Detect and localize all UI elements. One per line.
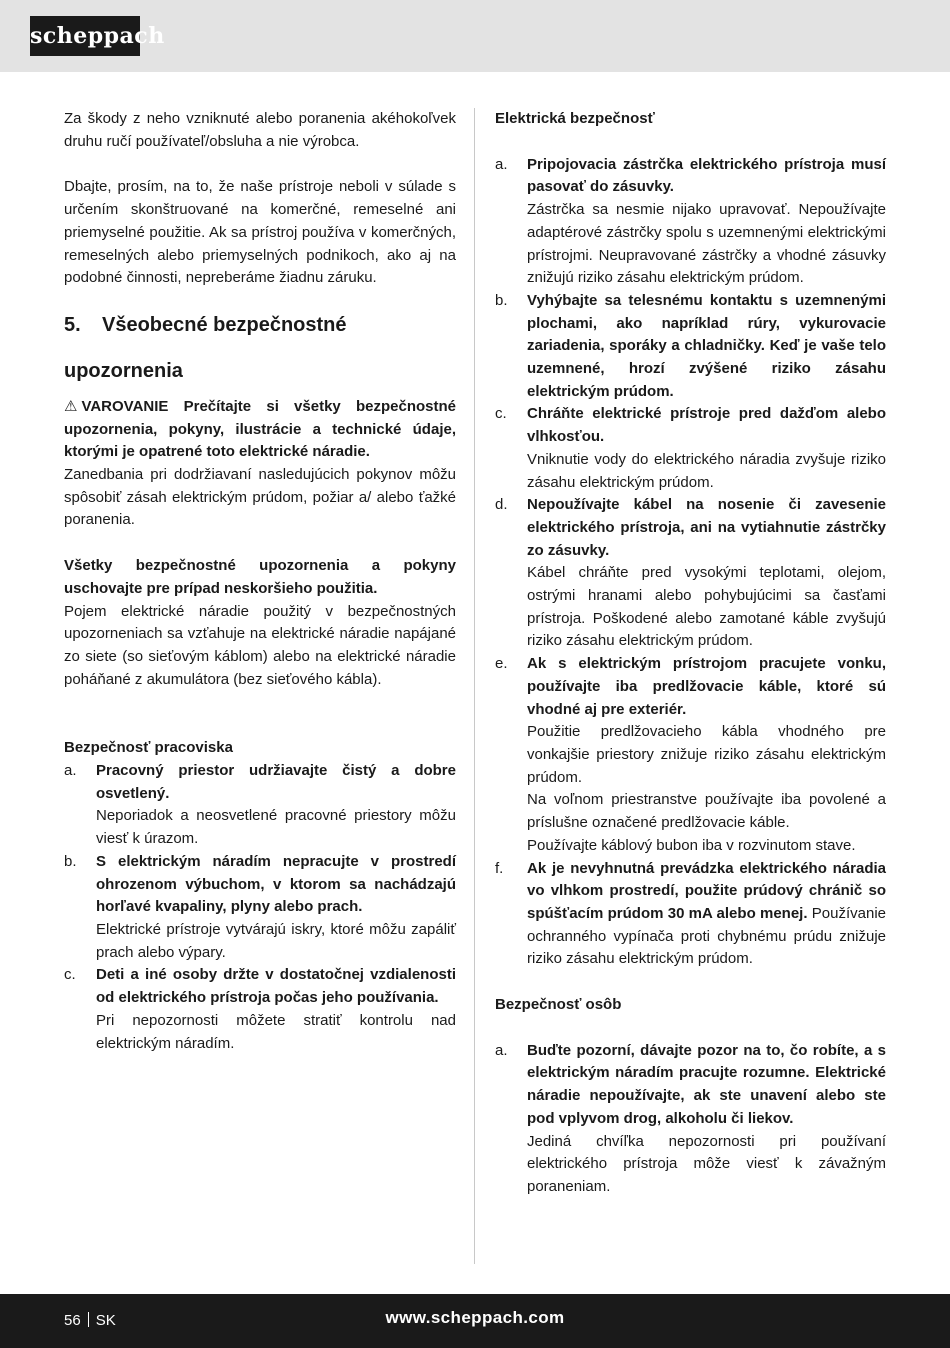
warning-text: Zanedbania pri dodržiavaní nasledujúcich pokynov môžu spôsobiť zásah elektrickým prúdom, požiar a/ alebo ťažké poranenia. <box>64 466 456 529</box>
list-item-bold: Pripojovacia zástrčka elektrického prístroja musí pasovať do zásuvky. <box>527 155 886 196</box>
list-item <box>495 403 886 494</box>
list-item-text: Zástrčka sa nesmie nijako upravovať. Nepoužívajte adaptérové zástrčky spolu s uzemnenými elektrickými prístrojmi. Neupravované zástrčky a vhodné zásuvky znižujú riziko zásahu elektrickým prúdom. <box>527 201 886 287</box>
list-letter: d. <box>495 496 508 514</box>
list-item <box>495 494 886 653</box>
list-letter: a. <box>64 762 77 780</box>
list-item <box>495 858 886 972</box>
page-header <box>0 0 950 72</box>
list-letter: b. <box>64 852 77 870</box>
keep-instructions-bold: Všetky bezpečnostné upozornenia a pokyny uschovajte pre prípad neskoršieho použitia. <box>64 557 456 597</box>
page-number: 56 <box>64 1312 81 1329</box>
list-item-bold: Vyhýbajte sa telesnému kontaktu s uzemnenými plochami, ako napríklad rúry, vykurovacie zariadenia, sporáky a chladničky. Keď je vaše telo uzemnené, hrozí zvýšené riziko zásahu elektrickým prúdom. <box>527 291 886 400</box>
list-letter: f. <box>495 859 504 877</box>
list-item-bold: Nepoužívajte kábel na nosenie či zavesenie elektrického prístroja, ani na vytiahnutie zástrčky zo zásuvky. <box>527 496 886 559</box>
left-column <box>64 108 456 1055</box>
list-item-bold: Chráňte elektrické prístroje pred dažďom alebo vlhkosťou. <box>527 405 886 446</box>
intro-paragraph-1: Za škody z neho vzniknuté alebo poranenia akéhokoľvek druhu ručí používateľ/obsluha a nie výrobca. <box>64 110 456 150</box>
list-item-bold: Buďte pozorní, dávajte pozor na to, čo robíte, a s elektrickým náradím pracujte rozumne. Elektrické náradie nepoužívajte, ak ste unavení alebo ste pod vplyvom drog, alkoholu či liekov. <box>527 1041 886 1127</box>
list-letter: a. <box>495 1041 508 1059</box>
page-footer <box>0 1294 950 1348</box>
list-item <box>495 154 886 290</box>
list-item <box>64 760 456 851</box>
intro-paragraph-2: Dbajte, prosím, na to, že naše prístroje neboli v súlade s určením skonštruované na komerčné, remeselné ani priemyselné použitie. Ak sa prístroj používa v komerčných, remeselných alebo priemyselných podnikoch, ako aj na podobné činnosti, nepreberáme žiadnu záruku. <box>64 178 456 287</box>
list-item-text: Vniknutie vody do elektrického náradia zvyšuje riziko zásahu elektrickým prúdom. <box>527 450 886 491</box>
list-item <box>495 653 886 857</box>
list-item <box>64 964 456 1055</box>
warning-statement <box>64 396 456 464</box>
workplace-safety-heading: Bezpečnosť pracoviska <box>64 739 233 757</box>
list-item-text: Jediná chvíľka nepozornosti pri používaní elektrického prístroja môže viesť k závažným poraneniam. <box>527 1132 886 1195</box>
list-item <box>495 1040 886 1199</box>
list-item-text: Neporiadok a neosvetlené pracovné priestory môžu viesť k úrazom. <box>96 807 456 848</box>
electrical-safety-heading: Elektrická bezpečnosť <box>495 110 655 127</box>
list-letter: b. <box>495 291 508 309</box>
list-item-text: Používajte káblový bubon iba v rozvinutom stave. <box>527 836 856 854</box>
right-column <box>495 108 886 1199</box>
scheppach-logo: scheppach <box>30 16 140 56</box>
list-item-text: Na voľnom priestranstve používajte iba povolené a príslušne označené predlžovacie káble. <box>527 791 886 832</box>
column-divider <box>474 108 475 1264</box>
list-letter: c. <box>64 966 76 984</box>
list-item-bold: Deti a iné osoby držte v dostatočnej vzdialenosti od elektrického prístroja počas jeho používania. <box>96 966 456 1007</box>
list-item-bold: Ak je nevyhnutná prevádzka elektrického náradia vo vlhkom prostredí, použite prúdový chránič so spúšťacím prúdom 30 mA alebo menej. <box>527 859 886 922</box>
list-item <box>495 290 886 404</box>
list-letter: c. <box>495 405 507 423</box>
language-code: SK <box>95 1312 116 1329</box>
personal-safety-heading: Bezpečnosť osôb <box>495 996 622 1014</box>
list-item-bold: Pracovný priestor udržiavajte čistý a dobre osvetlený. <box>96 762 456 802</box>
list-item-text: Použitie predlžovacieho kábla vhodného pre vonkajšie priestory znižuje riziko zásahu elektrickým prúdom. <box>527 723 886 786</box>
list-item-text: Pri nepozornosti môžete stratiť kontrolu nad elektrickým náradím. <box>96 1011 456 1052</box>
list-item <box>64 851 456 965</box>
section-number: 5. <box>64 313 81 336</box>
list-letter: e. <box>495 655 508 673</box>
warning-triangle-icon: ⚠ <box>64 397 78 415</box>
list-item-bold: Ak s elektrickým prístrojom pracujete vonku, používajte iba predlžovacie káble, ktoré sú vhodné aj pre exteriér. <box>527 655 886 718</box>
list-item-text: Elektrické prístroje vytvárajú iskry, ktoré môžu zapáliť prach alebo výpary. <box>96 920 456 961</box>
section-title-line1: Všeobecné bezpečnostné <box>102 313 347 336</box>
list-item-text: Používanie ochranného vypínača proti chybnému prúdu znižuje riziko zásahu elektrickým prúdom. <box>527 904 886 968</box>
list-letter: a. <box>495 155 508 173</box>
website-link[interactable]: www.scheppach.com <box>385 1308 565 1327</box>
list-item-bold: S elektrickým náradím nepracujte v prostredí ohrozenom výbuchom, v ktorom sa nachádzajú horľavé kvapaliny, plyny alebo prach. <box>96 852 456 916</box>
keep-instructions-text: Pojem elektrické náradie použitý v bezpečnostných upozorneniach sa vzťahuje na elektrické náradie napájané zo siete (so sieťovým káblom) alebo na elektrické náradie poháňané z akumulátora (bez sieťového kábla). <box>64 602 456 688</box>
list-item-text: Kábel chráňte pred vysokými teplotami, olejom, ostrými hranami alebo pohybujúcimi sa časťami prístroja. Poškodené alebo zamotané káble zvyšujú riziko zásahu elektrickým prúdom. <box>527 564 886 650</box>
warning-bold-text: VAROVANIE Prečítajte si všetky bezpečnostné upozornenia, pokyny, ilustrácie a technické údaje, ktorými je opatrené toto elektrické náradie. <box>64 397 456 461</box>
section-heading <box>64 302 456 348</box>
section-title-line2: upozornenia <box>64 359 183 382</box>
